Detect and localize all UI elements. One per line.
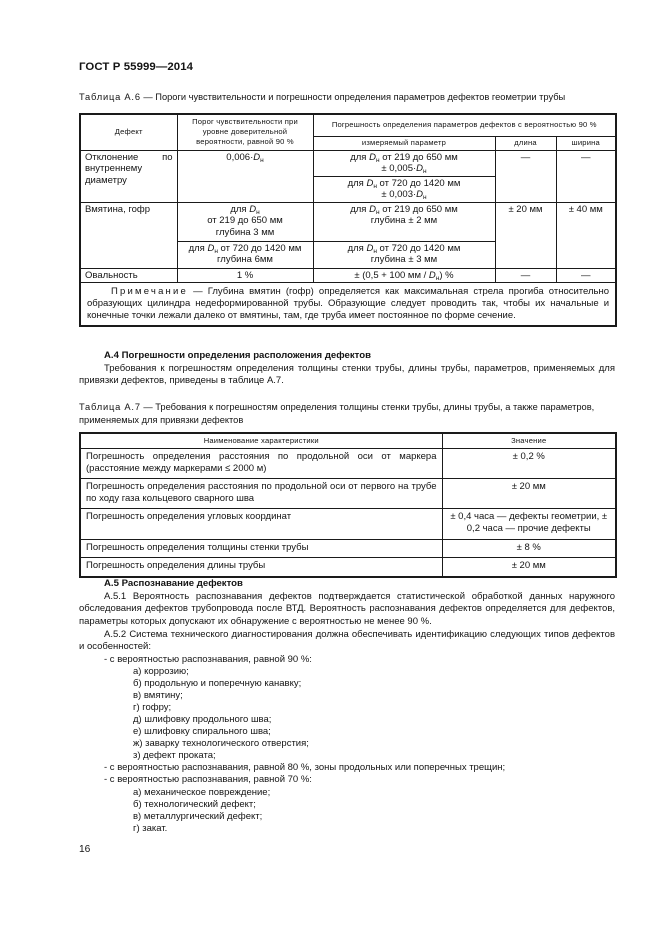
table-a6-note bbox=[80, 283, 616, 326]
list-item: в) вмятину; bbox=[133, 690, 183, 702]
table-row-name: Погрешность определения толщины стенки трубы bbox=[80, 539, 442, 558]
header-defect: Дефект bbox=[80, 114, 177, 150]
cell-width-ovality: — bbox=[556, 268, 616, 283]
table-a6-caption-label: Таблица А.6 bbox=[79, 92, 141, 102]
list-item: з) дефект проката; bbox=[133, 750, 216, 762]
cell-length-ovality: — bbox=[495, 268, 556, 283]
list-item: ж) заварку технологического отверстия; bbox=[133, 738, 309, 750]
list-item: в) металлургический дефект; bbox=[133, 810, 263, 822]
cell-length-diameter-deviation: — bbox=[495, 150, 556, 202]
table-row-value: ± 8 % bbox=[442, 539, 616, 558]
list-item: б) продольную и поперечную канавку; bbox=[133, 678, 302, 690]
table-a6-caption bbox=[79, 91, 615, 104]
list-item: а) коррозию; bbox=[133, 666, 189, 678]
list-item: а) механическое повреждение; bbox=[133, 786, 271, 798]
note-label: Примечание bbox=[111, 286, 188, 298]
section-a5-paragraph-1: А.5.1 Вероятность распознавания дефектов подтверждается статистической обработкой данных наружного обследования дефектов трубопровода после ВТД. Вероятность распознавания дефектов определяется для дефектов, параметры которых допускают их обнаружение с вероятностью не менее 90 %. bbox=[79, 591, 615, 627]
list-item: е) шлифовку спирального шва; bbox=[133, 726, 271, 738]
defect-types-list bbox=[79, 654, 615, 835]
cell-defect-dent: Вмятина, гофр bbox=[80, 202, 177, 268]
list-group-70: - с вероятностью распознавания, равной 70 %: bbox=[104, 774, 312, 786]
cell-defect-diameter-deviation: Отклонение по внутреннему диаметру bbox=[80, 150, 177, 202]
list-item: д) шлифовку продольного шва; bbox=[133, 714, 272, 726]
section-a5-paragraph-2: А.5.2 Система технического диагностирования должна обеспечивать идентификацию следующих типов дефектов и особенностей: bbox=[79, 629, 615, 653]
cell-width-dent: ± 40 мм bbox=[556, 202, 616, 268]
document-code: ГОСТ Р 55999—2014 bbox=[79, 61, 194, 73]
section-a4-title: А.4 Погрешности определения расположения дефектов bbox=[104, 350, 371, 361]
list-group-80: - с вероятностью распознавания, равной 80 %, зоны продольных или поперечных трещин; bbox=[104, 762, 506, 774]
section-a4-paragraph: Требования к погрешностям определения толщины стенки трубы, длины трубы, параметров, применяемых для привязки дефектов, приведены в таблице А.7. bbox=[79, 363, 615, 387]
table-a7-caption bbox=[79, 401, 615, 426]
list-item: б) технологический дефект; bbox=[133, 798, 256, 810]
header-width: ширина bbox=[556, 136, 616, 150]
table-row-name: Погрешность определения длины трубы bbox=[80, 558, 442, 577]
cell-accuracy-ovality: ± (0,5 + 100 мм / $D_н$) % bbox=[313, 268, 495, 283]
header-threshold: Порог чувствительности при уровне доверительной вероятности, равной 90 % bbox=[177, 114, 313, 150]
header-accuracy: Погрешность определения параметров дефектов с вероятностью 90 % bbox=[313, 114, 616, 136]
cell-accuracy-dent-2: для $D_н$ от 720 до 1420 мм глубина ± 3 мм bbox=[313, 241, 495, 268]
table-row-name: Погрешность определения расстояния по продольной оси от первого на трубе по ходу газа кольцевого сварного шва bbox=[80, 479, 442, 509]
cell-threshold-diameter-deviation: $0,006\cdot D_н$ bbox=[177, 150, 313, 202]
cell-threshold-dent-2: для $D_н$ от 720 до 1420 мм глубина 6мм bbox=[177, 241, 313, 268]
table-a7-caption-label: Таблица А.7 bbox=[79, 402, 141, 412]
cell-accuracy-diameter-deviation-2: для $D_н$ от 720 до 1420 мм ± $0,003\cdot D_н$ bbox=[313, 176, 495, 202]
table-a7-caption-text: — Требования к погрешностям определения толщины стенки трубы, длины трубы, а также параметров, применяемых для привязки дефектов bbox=[79, 402, 595, 425]
table-row-value: ± 20 мм bbox=[442, 479, 616, 509]
list-item: г) гофру; bbox=[133, 702, 172, 714]
list-item: г) закат. bbox=[133, 822, 168, 834]
section-a5-title: А.5 Распознавание дефектов bbox=[104, 578, 243, 589]
table-a6-caption-text: — Пороги чувствительности и погрешности определения параметров дефектов геометрии трубы bbox=[140, 92, 566, 102]
header-measured-parameter: измеряемый параметр bbox=[313, 136, 495, 150]
header-value: Значение bbox=[442, 433, 616, 449]
table-row-name: Погрешность определения расстояния по продольной оси от маркера (расстояние между маркерами ≤ 2000 м) bbox=[80, 449, 442, 479]
table-row-value: ± 0,2 % bbox=[442, 449, 616, 479]
cell-threshold-dent-1: для $D_н$ от 219 до 650 мм глубина 3 мм bbox=[177, 202, 313, 241]
header-length: длина bbox=[495, 136, 556, 150]
header-characteristic: Наименование характеристики bbox=[80, 433, 442, 449]
table-a6 bbox=[79, 113, 617, 327]
table-row-name: Погрешность определения угловых координат bbox=[80, 509, 442, 539]
cell-threshold-ovality: 1 % bbox=[177, 268, 313, 283]
table-a7 bbox=[79, 432, 617, 578]
table-row-value: ± 0,4 часа — дефекты геометрии, ± 0,2 часа — прочие дефекты bbox=[442, 509, 616, 539]
page-number: 16 bbox=[79, 844, 91, 855]
cell-defect-ovality: Овальность bbox=[80, 268, 177, 283]
list-group-90: - с вероятностью распознавания, равной 90 %: bbox=[104, 654, 312, 665]
note-text: — Глубина вмятин (гофр) определяется как максимальная стрела прогиба относительно образующих цилиндра недеформированной трубы. Образующие следует проводить так, чтобы их начальные и конечные точки лежали далеко от вмятины, там, где труба имеет постоянное по форме сечение. bbox=[87, 286, 610, 322]
cell-width-diameter-deviation: — bbox=[556, 150, 616, 202]
cell-accuracy-diameter-deviation-1: для $D_н$ от 219 до 650 мм ± $0,005\cdot D_н$ bbox=[313, 150, 495, 176]
cell-length-dent: ± 20 мм bbox=[495, 202, 556, 268]
table-row-value: ± 20 мм bbox=[442, 558, 616, 577]
cell-accuracy-dent-1: для $D_н$ от 219 до 650 мм глубина ± 2 мм bbox=[313, 202, 495, 241]
